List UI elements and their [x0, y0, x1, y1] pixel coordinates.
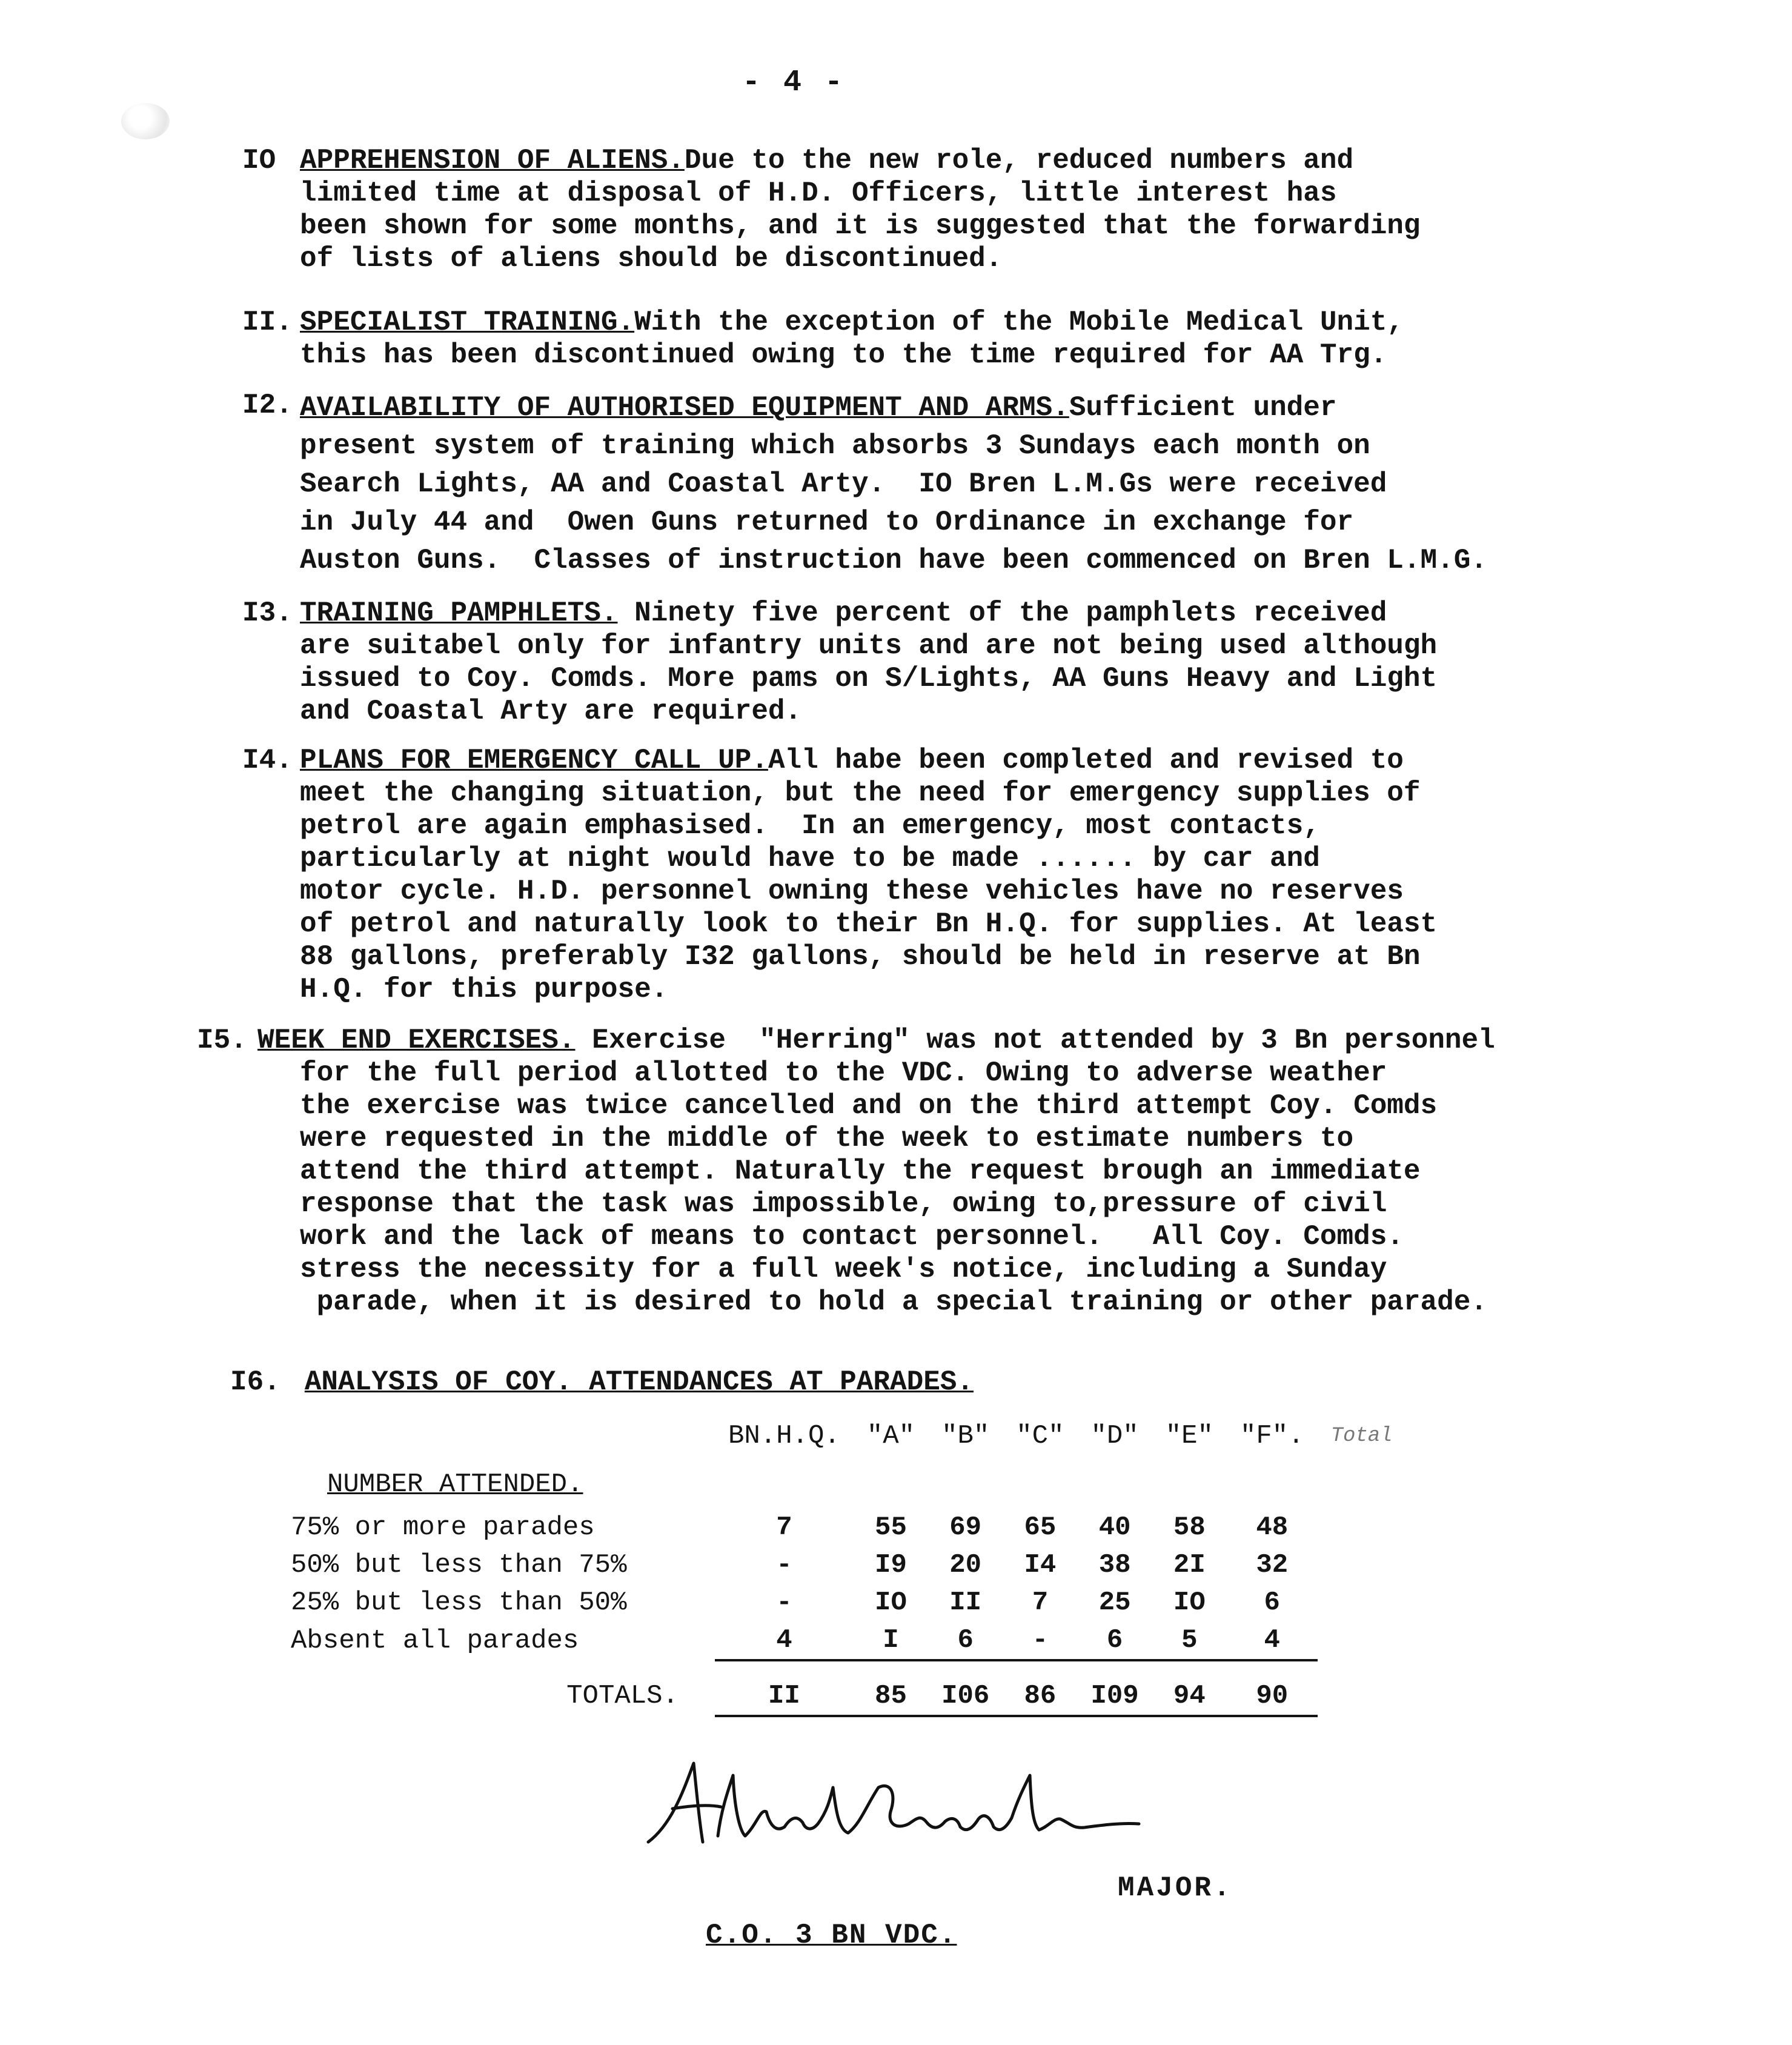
paragraph-line: meet the changing situation, but the need for emergency supplies of [300, 777, 1421, 809]
paragraph-12 [242, 389, 1587, 580]
total-cell: II [715, 1660, 854, 1716]
paragraph-line: particularly at night would have to be made ...... by car and [300, 843, 1320, 874]
paragraph-line: 88 gallons, preferably I32 gallons, should be held in reserve at Bn [300, 941, 1421, 973]
paragraph-number: I3. [242, 597, 293, 629]
table-cell: IO [1173, 1588, 1206, 1618]
paragraph-line: of petrol and naturally look to their Bn H.Q. for supplies. At least [300, 908, 1438, 940]
paragraph-line: Search Lights, AA and Coastal Arty. IO Bren L.M.Gs were received [300, 468, 1387, 500]
paragraph-line: been shown for some months, and it is suggested that the forwarding [300, 210, 1421, 242]
paragraph-10 [242, 144, 1587, 275]
paragraph-line: this has been discontinued owing to the time required for AA Trg. [300, 339, 1387, 371]
signatory-unit: C.O. 3 BN VDC. [706, 1920, 957, 1951]
paragraph-number: IO [242, 145, 276, 176]
row-label: 50% but less than 75% [291, 1550, 627, 1580]
paragraph-line: Exercise "Herring" was not attended by 3 Bn personnel [575, 1025, 1495, 1056]
paragraph-line: parade, when it is desired to hold a special training or other parade. [300, 1286, 1487, 1318]
row-label: Absent all parades [291, 1626, 579, 1656]
paragraph-line: Ninety five percent of the pamphlets received [617, 597, 1387, 629]
table-cell: 38 [1098, 1550, 1131, 1580]
table-cell: 7 [776, 1512, 792, 1543]
table-cell: II [949, 1588, 982, 1618]
table-row [291, 1621, 1406, 1660]
table-cell: I9 [875, 1550, 907, 1580]
total-cell: 94 [1152, 1660, 1227, 1716]
table-cell: - [776, 1588, 792, 1618]
total-cell: 85 [854, 1660, 928, 1716]
paragraph-number: I4. [242, 745, 293, 776]
table-cell: I4 [1024, 1550, 1057, 1580]
table-cell: 6 [1264, 1588, 1280, 1618]
totals-row [291, 1660, 1406, 1716]
table-cell: 4 [715, 1621, 854, 1660]
handwritten-signature [636, 1751, 1145, 1860]
paragraph-line: stress the necessity for a full week's notice, including a Sunday [300, 1254, 1387, 1285]
table-cell: 69 [949, 1512, 982, 1543]
column-header: "D" [1090, 1421, 1139, 1451]
total-cell: 90 [1227, 1660, 1318, 1716]
paragraph-13 [242, 597, 1587, 728]
paragraph-line: present system of training which absorbs 3 Sundays each month on [300, 430, 1370, 462]
paragraph-11 [242, 306, 1587, 371]
table-cell: 6 [1078, 1621, 1152, 1660]
paragraph-heading: TRAINING PAMPHLETS. [300, 597, 618, 629]
column-header: "B" [941, 1421, 990, 1451]
column-header: "C" [1016, 1421, 1064, 1451]
row-label: 25% but less than 50% [291, 1588, 627, 1618]
paragraph-line: of lists of aliens should be discontinued. [300, 243, 1003, 274]
table-cell: 5 [1152, 1621, 1227, 1660]
total-cell: I09 [1078, 1660, 1152, 1716]
paragraph-line: in July 44 and Owen Guns returned to Ordinance in exchange for [300, 507, 1354, 538]
table-header-row [291, 1412, 1406, 1460]
paragraph-line: attend the third attempt. Naturally the request brough an immediate [300, 1156, 1421, 1187]
paragraph-number: II. [242, 307, 293, 338]
table-cell: 40 [1098, 1512, 1131, 1543]
table-cell: 65 [1024, 1512, 1057, 1543]
paragraph-line: issued to Coy. Comds. More pams on S/Lights, AA Guns Heavy and Light [300, 663, 1438, 694]
table-cell: 32 [1256, 1550, 1289, 1580]
paragraph-line: for the full period allotted to the VDC. Owing to adverse weather [300, 1057, 1387, 1089]
total-cell: I06 [928, 1660, 1003, 1716]
paragraph-number: I5. [197, 1025, 247, 1056]
paragraph-line: All habe been completed and revised to [768, 745, 1404, 776]
table-cell: I [854, 1621, 928, 1660]
attendance-table [291, 1412, 1406, 1717]
paragraph-line: response that the task was impossible, owing to,pressure of civil [300, 1188, 1387, 1220]
paragraph-line: H.Q. for this purpose. [300, 974, 668, 1005]
table-cell: - [776, 1550, 792, 1580]
paragraph-number: I2. [242, 390, 293, 421]
signatory-rank: MAJOR. [1118, 1872, 1233, 1904]
table-cell: 48 [1256, 1512, 1289, 1543]
paragraph-heading: AVAILABILITY OF AUTHORISED EQUIPMENT AND ARMS. [300, 392, 1069, 424]
total-column-note: Total [1330, 1425, 1393, 1448]
paragraph-line: were requested in the middle of the week to estimate numbers to [300, 1123, 1354, 1154]
paragraph-line: Sufficient under [1069, 392, 1337, 424]
paragraph-line: and Coastal Arty are required. [300, 696, 802, 727]
table-row [291, 1509, 1406, 1546]
paragraph-line: work and the lack of means to contact personnel. All Coy. Comds. [300, 1221, 1404, 1252]
paragraph-line: limited time at disposal of H.D. Officers, little interest has [300, 178, 1337, 209]
paragraph-number: I6. [230, 1366, 280, 1398]
section-heading: ANALYSIS OF COY. ATTENDANCES AT PARADES. [304, 1366, 974, 1398]
table-cell: 58 [1173, 1512, 1206, 1543]
section-16-title [230, 1366, 974, 1398]
table-cell: IO [875, 1588, 907, 1618]
paragraph-14 [242, 744, 1587, 1006]
paragraph-line: the exercise was twice cancelled and on the third attempt Coy. Comds [300, 1090, 1438, 1122]
paragraph-heading: PLANS FOR EMERGENCY CALL UP. [300, 745, 768, 776]
table-cell: 25 [1098, 1588, 1131, 1618]
subheading-row [291, 1460, 1406, 1509]
total-cell: 86 [1003, 1660, 1077, 1716]
paragraph-line: Auston Guns. Classes of instruction have been commenced on Bren L.M.G. [300, 545, 1487, 576]
paragraph-line: petrol are again emphasised. In an emergency, most contacts, [300, 810, 1320, 842]
column-header: "A" [866, 1421, 915, 1451]
paragraph-heading: WEEK END EXERCISES. [257, 1025, 576, 1056]
paragraph-15 [197, 1024, 1590, 1318]
table-cell: 7 [1032, 1588, 1049, 1618]
row-label: 75% or more parades [291, 1512, 595, 1543]
table-cell: 4 [1227, 1621, 1318, 1660]
table-cell: 2I [1173, 1550, 1206, 1580]
paragraph-heading: SPECIALIST TRAINING. [300, 307, 635, 338]
paper-blemish [121, 103, 170, 139]
paragraph-line: Due to the new role, reduced numbers and [684, 145, 1354, 176]
table-cell: 20 [949, 1550, 982, 1580]
paragraph-line: motor cycle. H.D. personnel owning these vehicles have no reserves [300, 876, 1404, 907]
table-subheading: NUMBER ATTENDED. [327, 1469, 583, 1500]
column-header: "F". [1239, 1421, 1304, 1451]
paragraph-line: are suitabel only for infantry units and are not being used although [300, 630, 1438, 662]
column-header: "E" [1165, 1421, 1213, 1451]
table-row [291, 1584, 1406, 1621]
table-row [291, 1546, 1406, 1584]
paragraph-line: With the exception of the Mobile Medical Unit, [634, 307, 1404, 338]
table-cell: 55 [875, 1512, 907, 1543]
table-cell: 6 [928, 1621, 1003, 1660]
paragraph-heading: APPREHENSION OF ALIENS. [300, 145, 685, 176]
page-number: - 4 - [742, 65, 846, 100]
totals-label: TOTALS. [566, 1681, 679, 1711]
column-header: BN.H.Q. [728, 1421, 840, 1451]
table-cell: - [1003, 1621, 1077, 1660]
